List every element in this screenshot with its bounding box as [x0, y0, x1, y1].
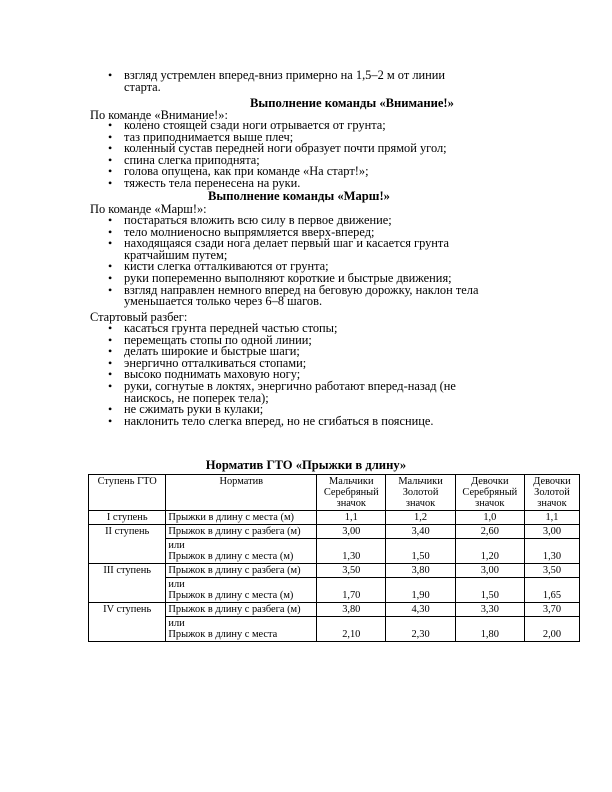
list-item: • кисти слегка отталкиваются от грунта; — [108, 261, 508, 273]
attention-list — [108, 120, 508, 190]
stage-cell: II ступень — [89, 525, 166, 564]
table-row — [89, 603, 580, 617]
norm-cell: Прыжок в длину с разбега (м) — [166, 525, 317, 539]
value-cell: 1,0 — [455, 511, 524, 525]
norm-label: Прыжок в длину с места (м) — [168, 551, 294, 562]
value-cell: 2,00 — [524, 617, 579, 642]
list-item: • высоко поднимать маховую ногу; — [108, 369, 508, 381]
table-title: Норматив ГТО «Прыжки в длину» — [205, 458, 407, 472]
value-cell: 1,50 — [455, 578, 524, 603]
header-boys-silver: Мальчики Серебряный значок — [317, 475, 386, 511]
list-item: • энергично отталкиваться стопами; — [108, 358, 508, 370]
list-item: • взгляд направлен немного вперед на беговую дорожку, наклон тела уменьшается только через 6–8 шагов. — [108, 285, 494, 308]
value-cell: 3,70 — [524, 603, 579, 617]
start-list — [108, 323, 508, 427]
value-cell: 2,60 — [455, 525, 524, 539]
gaze-list — [108, 70, 508, 93]
intro-start: Стартовый разбег: — [90, 310, 188, 324]
header-boys-gold: Мальчики Золотой значок — [386, 475, 455, 511]
value-cell: 2,10 — [317, 617, 386, 642]
value-cell: 1,80 — [455, 617, 524, 642]
value-cell: 3,50 — [524, 564, 579, 578]
list-item: • находящаяся сзади нога делает первый шаг и касается грунта кратчайшим путем; — [108, 238, 494, 261]
list-item: • перемещать стопы по одной линии; — [108, 335, 508, 347]
header-stage: Ступень ГТО — [89, 475, 166, 511]
list-item: • голова опущена, как при команде «На старт!»; — [108, 166, 508, 178]
list-item: • касаться грунта передней частью стопы; — [108, 323, 508, 335]
norm-cell — [166, 578, 317, 603]
value-cell: 4,30 — [386, 603, 455, 617]
value-cell: 1,65 — [524, 578, 579, 603]
value-cell: 3,00 — [317, 525, 386, 539]
norm-label: Прыжок в длину с места — [168, 629, 278, 640]
list-item: • коленный сустав передней ноги образует почти прямой угол; — [108, 143, 508, 155]
list-item: • колено стоящей сзади ноги отрывается от грунта; — [108, 120, 508, 132]
list-item: • взгляд устремлен вперед-вниз примерно на 1,5–2 м от линии старта. — [108, 70, 484, 93]
norm-cell — [166, 617, 317, 642]
norm-cell: Прыжки в длину с места (м) — [166, 511, 317, 525]
gto-norms-table — [88, 474, 580, 642]
list-item: • тело молниеносно выпрямляется вверх-вперед; — [108, 227, 508, 239]
value-cell: 1,2 — [386, 511, 455, 525]
list-item: • делать широкие и быстрые шаги; — [108, 346, 508, 358]
norm-cell: Прыжок в длину с разбега (м) — [166, 564, 317, 578]
norm-cell — [166, 539, 317, 564]
list-item: • таз приподнимается выше плеч; — [108, 132, 508, 144]
value-cell: 1,20 — [455, 539, 524, 564]
value-cell: 1,30 — [317, 539, 386, 564]
header-girls-silver: Девочки Серебряный значок — [455, 475, 524, 511]
table-row — [89, 511, 580, 525]
value-cell: 3,80 — [386, 564, 455, 578]
list-item: • постараться вложить всю силу в первое движение; — [108, 215, 508, 227]
list-item: • спина слегка приподнята; — [108, 155, 508, 167]
value-cell: 3,00 — [524, 525, 579, 539]
value-cell: 1,70 — [317, 578, 386, 603]
value-cell: 3,00 — [455, 564, 524, 578]
intro-march: По команде «Марш!»: — [90, 202, 207, 216]
value-cell: 1,50 — [386, 539, 455, 564]
norm-cell: Прыжок в длину с разбега (м) — [166, 603, 317, 617]
value-cell: 1,30 — [524, 539, 579, 564]
list-item: • наклонить тело слегка вперед, но не сгибаться в пояснице. — [108, 416, 508, 428]
stage-cell: III ступень — [89, 564, 166, 603]
or-label: или — [168, 579, 185, 590]
value-cell: 3,80 — [317, 603, 386, 617]
value-cell: 3,40 — [386, 525, 455, 539]
list-item: • руки попеременно выполняют короткие и быстрые движения; — [108, 273, 508, 285]
header-girls-gold: Девочки Золотой значок — [524, 475, 579, 511]
table-row — [89, 525, 580, 539]
value-cell: 2,30 — [386, 617, 455, 642]
heading-march: Выполнение команды «Марш!» — [208, 189, 390, 203]
norm-label: Прыжок в длину с места (м) — [168, 590, 294, 601]
table-row — [89, 564, 580, 578]
list-item: • не сжимать руки в кулаки; — [108, 404, 508, 416]
table-header-row — [89, 475, 580, 511]
or-label: или — [168, 618, 185, 629]
stage-cell: IV ступень — [89, 603, 166, 642]
value-cell: 3,30 — [455, 603, 524, 617]
stage-cell: I ступень — [89, 511, 166, 525]
list-item: • тяжесть тела перенесена на руки. — [108, 178, 508, 190]
value-cell: 1,90 — [386, 578, 455, 603]
march-list — [108, 215, 508, 308]
intro-attention: По команде «Внимание!»: — [90, 108, 228, 122]
or-label: или — [168, 540, 185, 551]
value-cell: 1,1 — [317, 511, 386, 525]
header-norm: Норматив — [166, 475, 317, 511]
value-cell: 3,50 — [317, 564, 386, 578]
heading-attention: Выполнение команды «Внимание!» — [250, 96, 454, 110]
list-item: • руки, согнутые в локтях, энергично работают вперед-назад (не наискось, не поперек тела); — [108, 381, 504, 404]
value-cell: 1,1 — [524, 511, 579, 525]
